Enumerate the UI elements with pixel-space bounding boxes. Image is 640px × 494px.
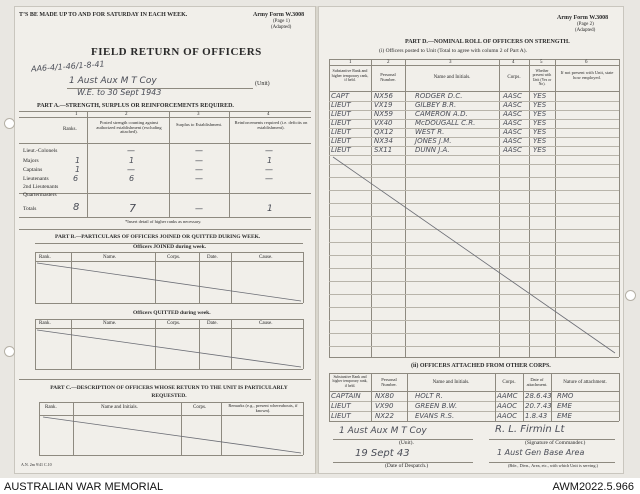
rank-lieut-colonels: Lieut.-Colonels <box>23 148 58 154</box>
rank-totals: Totals <box>23 206 37 212</box>
punch-hole <box>625 290 636 301</box>
top-note: T’S BE MADE UP TO AND FOR SATURDAY IN EACH WEEK. <box>19 12 188 18</box>
insert-note: *Insert detail of higher ranks as necessary. <box>125 219 202 224</box>
roll-row-6-rank: LIEUT <box>331 137 351 145</box>
joined-title: Officers JOINED during week. <box>133 244 207 250</box>
commander-label: (Signature of Commander.) <box>525 440 586 446</box>
right-page: Army Form W.3008 (Page 2) (Adapted) PART D.—NOMINAL ROLL OF OFFICERS ON STRENGTH. (i) Officers posted to Unit (Total to agree with column 2 of Part A). 1 2 3 4 5 6 Substantive Rank and higher temporary rank, if held. Personal Number. Name and Initials. Corps. Whether present with Unit (Yes or No). If not present with Unit, state how employed. CAPT NX56 RODGER D.C. AASC YES LIEUT VX19 GILBEY B.R. AASC YES LIEUT NX59 CAMERON A.D. AASC YES LIEUT VX40 McDOUGALL C.R. AASC YES LIEUT QX12 WEST R. AASC YES LIEUT NX34 JONES J.M. AASC YES LIEUT SX11 DUNN J.A. AASC YES (ii) OFFICERS ATTACHED FROM OTHER CORPS. Substantive Rank and higher temporary rank, if held. Personal Number. Name and Initials. Corps. Date of attachment. Nature of attachment. CAPTAIN NX80 HOLT R. AAMC 28.6.43 RMO LIEUT VX90 GREEN B.W. AAOC 20.7.43 EME LIEUT NX22 EVANS R.S. AAOC 1.8.43 EME 1 Aust Aux M T Coy (Unit). R. L. Firmin Lt (Signature of Commander.) 19 Sept 43 (Date of Despatch.) 1 Aust Gen Base Area (Bde., Divn., Area, etc., with which Unit is serving.) <box>318 6 624 474</box>
part-c-heading: PART C.—DESCRIPTION OF OFFICERS WHOSE RETURN TO THE UNIT IS PARTICULARLY REQUESTED. <box>50 385 288 399</box>
punch-hole <box>4 118 15 129</box>
formation-label: (Bde., Divn., Area, etc., with which Unit is serving.) <box>508 463 598 468</box>
roll-row-2-rank: LIEUT <box>331 101 351 109</box>
unit-label-right: (Unit). <box>399 440 414 446</box>
roll-row-4-rank: LIEUT <box>331 119 351 127</box>
archive-name: AUSTRALIAN WAR MEMORIAL <box>4 481 164 493</box>
punch-hole <box>4 346 15 357</box>
att-row-2-rank: LIEUT <box>331 402 351 410</box>
formation-handwritten: 1 Aust Gen Base Area <box>497 448 585 457</box>
posted-title: (i) Officers posted to Unit (Total to agree with column 2 of Part A). <box>379 48 527 54</box>
unit-label: (Unit) <box>255 81 270 87</box>
part-d-heading: PART D.—NOMINAL ROLL OF OFFICERS ON STRENGTH. <box>405 39 570 45</box>
col-reinforcements: Reinforcements required (i.e. deficits on establishment). <box>234 120 308 130</box>
form-page: (Page 1) <box>273 19 290 24</box>
rank-quartermasters: Quartermasters <box>23 192 57 198</box>
despatch-date-handwritten: 19 Sept 43 <box>355 448 410 459</box>
roll-row-3-rank: LIEUT <box>331 110 351 118</box>
part-a-heading: PART A.—STRENGTH, SURPLUS OR REINFORCEMENTS REQUIRED. <box>37 103 234 109</box>
despatch-label: (Date of Despatch.) <box>385 463 429 469</box>
rank-majors: Majors <box>23 158 39 164</box>
att-row-1-rank: CAPTAIN <box>331 392 361 400</box>
left-page: T’S BE MADE UP TO AND FOR SATURDAY IN EACH WEEK. Army Form W.3008 (Page 1) (Adapted) FIELD RETURN OF OFFICERS AA6-4/1-46/1-8-41 1 Aust Aux M T Coy (Unit) W.E. to 30 Sept 1943 PART A.—STRENGTH, SURPLUS OR REINFORCEMENTS REQUIRED. 1 2 3 4 Ranks. Posted strength counting against authorized establishment (excluding attached). Surplus to Establishment. Reinforcements required (i.e. deficits on establishment). Lieut.-Colonels Majors Captains Lieutenants 2nd Lieutenants Quartermasters Totals 1 1 6 8 — 1 — 6 7 — — — — — — 1 — — 1 *Insert detail of higher ranks as necessary. PART B.—PARTICULARS OF OFFICERS JOINED OR QUITTED DURING WEEK. Officers JOINED during week. Rank. Name. Corps. Date. Cause. Officers QUITTED during week. Rank. Name. Corps. Date. Cause. PART C.—DESCRIPTION OF OFFICERS WHOSE RETURN TO THE UNIT IS PARTICULARLY REQUESTED. Rank. Name and Initials. Corps. Remarks (e.g., present whereabouts, if known). A.N. 2m 9/41 C.10 <box>14 6 316 474</box>
joined-cancel-line <box>35 261 303 303</box>
form-title: FIELD RETURN OF OFFICERS <box>91 46 262 58</box>
accession-number: AWM2022.5.966 <box>552 481 634 493</box>
col-surplus: Surplus to Establishment. <box>175 122 223 127</box>
quitted-cancel-line <box>35 328 303 369</box>
unit-signature-handwritten: 1 Aust Aux M T Coy <box>339 426 427 436</box>
form-adapted-right: (Adapted) <box>575 28 596 33</box>
form-number: Army Form W.3008 <box>253 12 305 18</box>
part-c-cancel-line <box>39 415 303 455</box>
roll-row-1-rank: CAPT <box>331 92 350 100</box>
handwritten-ref: AA6-4/1-46/1-8-41 <box>30 59 105 74</box>
col-posted-strength: Posted strength counting against authorized establishment (excluding attached). <box>96 120 162 134</box>
form-number-right: Army Form W.3008 <box>557 15 609 21</box>
print-code: A.N. 2m 9/41 C.10 <box>21 462 52 467</box>
roll-row-7-rank: LIEUT <box>331 146 351 154</box>
form-page-right: (Page 2) <box>577 22 594 27</box>
commander-signature: R. L. Firmin Lt <box>495 424 565 435</box>
unit-handwritten: 1 Aust Aux M T Coy <box>69 76 157 86</box>
week-ending-handwritten: W.E. to 30 Sept 1943 <box>77 88 162 97</box>
col-ranks: Ranks. <box>63 127 77 132</box>
att-row-3-rank: LIEUT <box>331 412 351 420</box>
rank-2nd-lieutenants: 2nd Lieutenants <box>23 184 59 190</box>
form-adapted: (Adapted) <box>271 25 292 30</box>
roll-cancel-line <box>329 155 619 357</box>
roll-row-5-rank: LIEUT <box>331 128 351 136</box>
quitted-title: Officers QUITTED during week. <box>133 310 211 316</box>
attached-title: (ii) OFFICERS ATTACHED FROM OTHER CORPS. <box>411 363 551 369</box>
part-b-heading: PART B.—PARTICULARS OF OFFICERS JOINED OR QUITTED DURING WEEK. <box>55 234 261 240</box>
rank-captains: Captains <box>23 167 43 173</box>
caption-bar <box>0 478 640 494</box>
rank-lieutenants: Lieutenants <box>23 176 49 182</box>
